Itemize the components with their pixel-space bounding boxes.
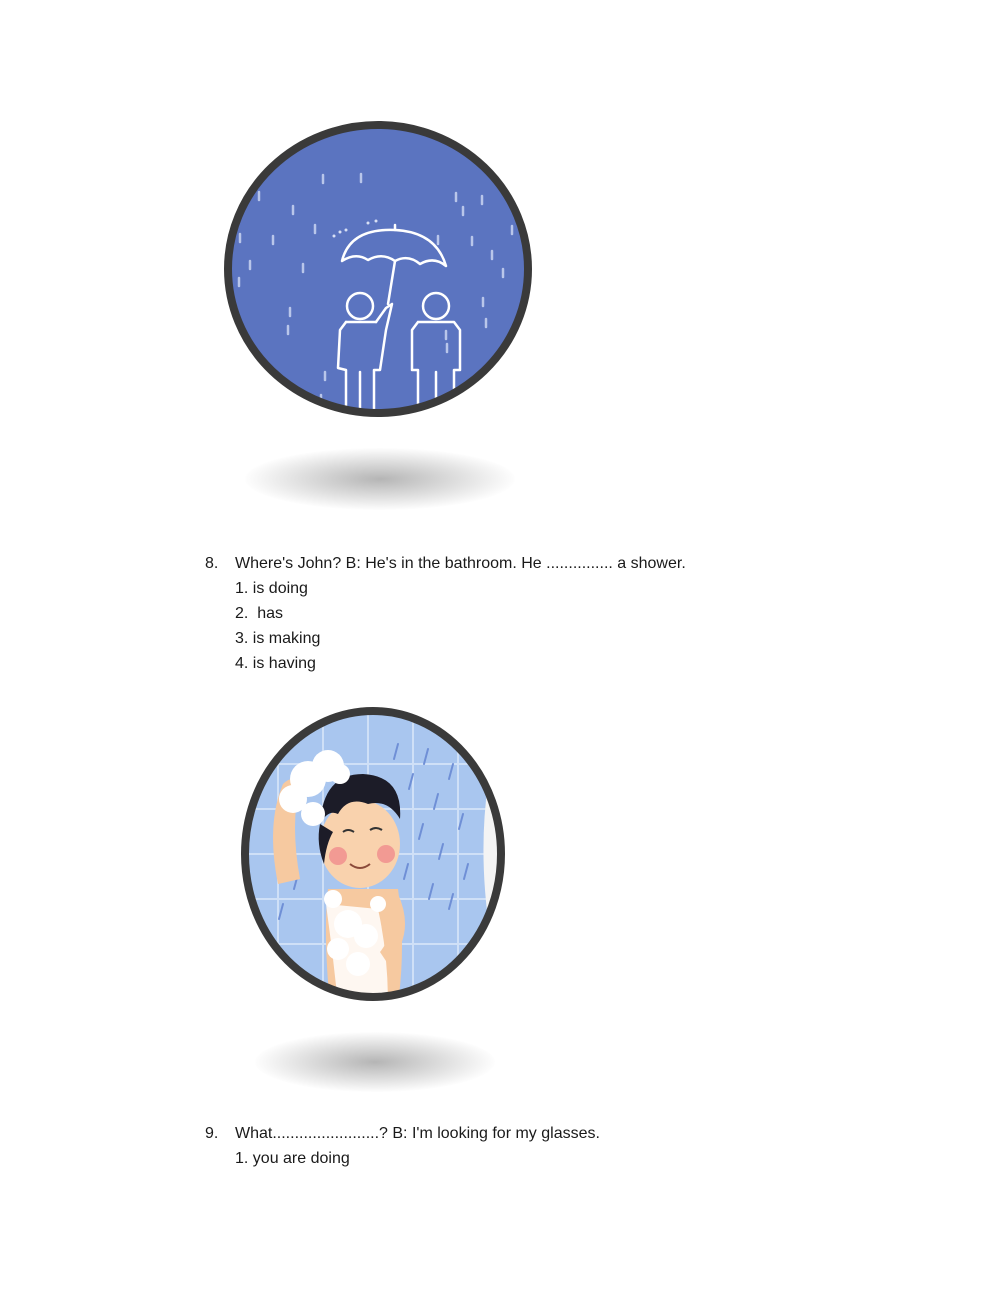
image-shadow	[245, 448, 515, 510]
answer-option[interactable]: 1. you are doing	[235, 1150, 350, 1167]
answer-option[interactable]: 1. is doing	[235, 580, 308, 597]
question-9	[205, 1121, 765, 1176]
image-shadow	[255, 1032, 495, 1092]
answer-option[interactable]: 2. has	[235, 605, 284, 622]
rain-umbrella-picture	[220, 118, 536, 420]
answer-option[interactable]: 4. is having	[235, 655, 316, 672]
answer-option[interactable]: 3. is making	[235, 630, 321, 647]
question-number: 8.	[205, 555, 219, 572]
boy-shower-picture	[238, 704, 508, 1004]
question-number: 9.	[205, 1125, 219, 1142]
question-8	[205, 551, 765, 681]
question-text: Where's John? B: He's in the bathroom. He ............... a shower.	[235, 555, 686, 572]
question-text: What........................? B: I'm looking for my glasses.	[235, 1125, 600, 1142]
